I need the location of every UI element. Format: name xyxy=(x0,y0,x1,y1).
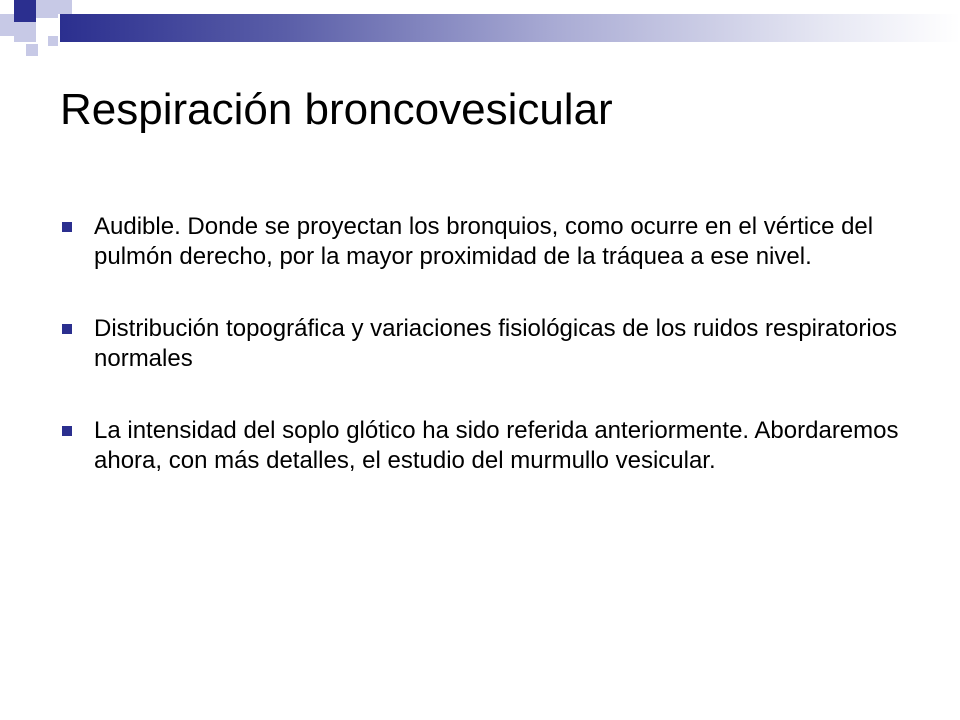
square-bullet-icon xyxy=(62,426,72,436)
bullet-text: Audible. Donde se proyectan los bronquios, como ocurre en el vértice del pulmón derecho, por la mayor proximidad de la tráquea a ese nivel. xyxy=(94,213,874,270)
decor-square xyxy=(36,0,58,18)
bullet-item xyxy=(60,416,920,476)
decor-square xyxy=(14,22,36,42)
square-bullet-icon xyxy=(62,222,72,232)
bullet-text: La intensidad del soplo glótico ha sido referida anteriormente. Abordaremos ahora, con más detalles, el estudio del murmullo vesicular. xyxy=(94,417,899,474)
decor-square xyxy=(58,0,72,14)
bullet-text: Distribución topográfica y variaciones fisiológicas de los ruidos respiratorios normales xyxy=(94,315,898,372)
square-bullet-icon xyxy=(62,324,72,334)
header-gradient-bar xyxy=(60,14,960,42)
decor-square xyxy=(26,44,38,56)
decor-square xyxy=(0,14,14,36)
bullet-item xyxy=(60,314,920,374)
slide-title: Respiración broncovesicular xyxy=(60,85,613,134)
decor-square xyxy=(48,36,58,46)
bullet-list xyxy=(60,212,920,518)
decor-square xyxy=(14,0,36,22)
decor-square xyxy=(0,0,14,12)
bullet-item xyxy=(60,212,920,272)
